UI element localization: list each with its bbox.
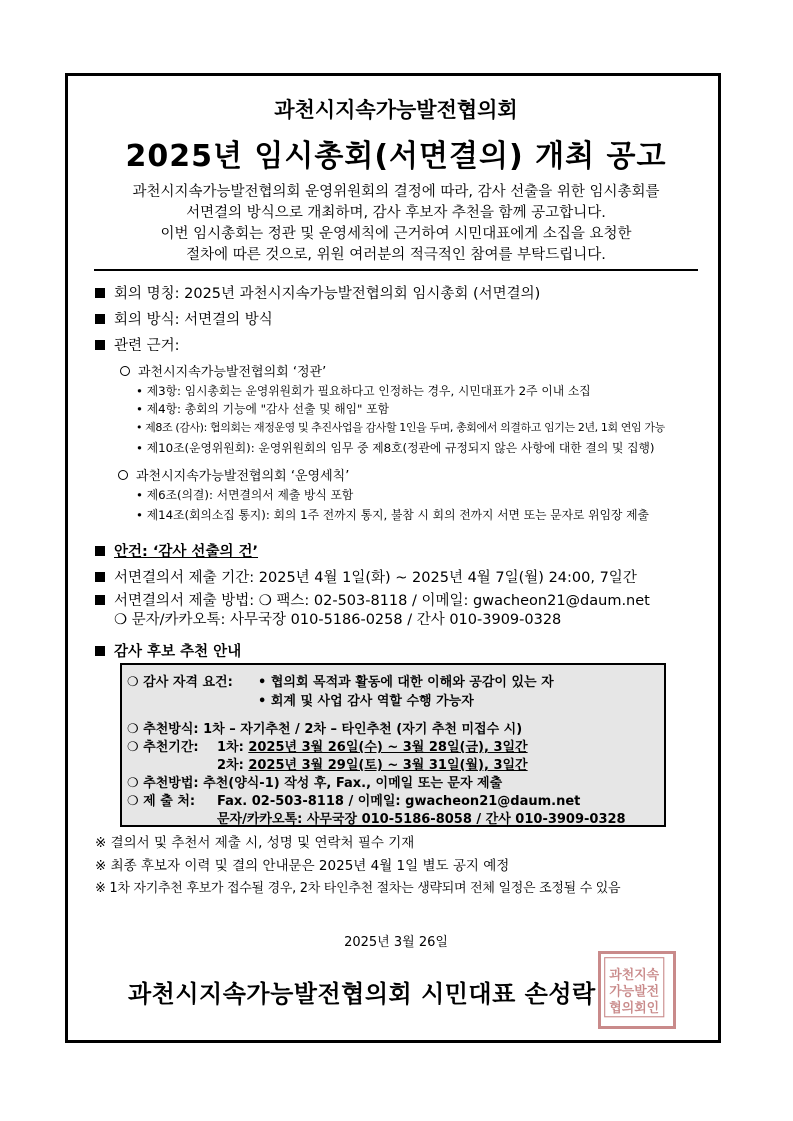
qualification-item: • 회계 및 사업 감사 역할 수행 가능자: [258, 694, 474, 709]
square-bullet-icon: [95, 595, 105, 605]
submission-period: 서면결의서 제출 기간: 2025년 4월 1일(화) ~ 2025년 4월 7일(월) 24:00, 7일간: [95, 566, 637, 587]
submit-label: ❍ 제 출 처:: [127, 794, 196, 809]
square-bullet-icon: [95, 646, 105, 656]
intro-line: 과천시지속가능발전협의회 운영위원회의 결정에 따라, 감사 선출을 위한 임시총회를: [132, 184, 660, 200]
submission-contact: ❍ 문자/카카오톡: 사무국장 010-5186-0258 / 간사 010-3909-0328: [114, 612, 562, 628]
org-name: 과천시지속가능발전협의회: [274, 98, 518, 122]
intro-text: [68, 182, 724, 266]
meeting-basis: 관련 근거:: [95, 334, 180, 355]
divider: [94, 269, 698, 271]
circle-bullet-icon: [118, 470, 128, 480]
signature: 과천시지속가능발전협의회 시민대표 손성락: [128, 980, 596, 1008]
svg-text:과천지속: 과천지속: [609, 967, 660, 983]
meeting-name: 회의 명칭: 2025년 과천시지속가능발전협의회 임시총회 (서면결의): [95, 282, 540, 303]
square-bullet-icon: [95, 572, 105, 582]
article-item: • 제3항: 임시총회는 운영위원회가 필요하다고 인정하는 경우, 시민대표가 2주 이내 소집: [136, 384, 591, 398]
svg-text:가능발전: 가능발전: [609, 984, 660, 1000]
rule-item: • 제14조(회의소집 통지): 회의 1주 전까지 통지, 불참 시 회의 전까지 서면 또는 문자로 위임장 제출: [136, 508, 649, 522]
square-bullet-icon: [95, 340, 105, 350]
official-seal: [598, 951, 676, 1029]
articles-title: 과천시지속가능발전협의회 ‘정관’: [120, 361, 326, 380]
intro-line: 절차에 따른 것으로, 위원 여러분의 적극적인 참여를 부탁드립니다.: [186, 247, 606, 263]
recommend-method: ❍ 추천방식: 1차 – 자기추천 / 2차 – 타인추천 (자기 추천 미접수 시): [127, 722, 523, 737]
qualification-label: ❍ 감사 자격 요건:: [127, 675, 233, 690]
recommend-box: [120, 663, 666, 827]
page-title: 2025년 임시총회(서면결의) 개최 공고: [125, 139, 667, 174]
square-bullet-icon: [95, 546, 105, 556]
article-item: • 제10조(운영위원회): 운영위원회의 임무 중 제8호(정관에 규정되지 않은 사항에 대한 결의 및 집행): [136, 441, 655, 455]
recommend-how: ❍ 추천방법: 추천(양식-1) 작성 후, Fax., 이메일 또는 문자 제출: [127, 776, 503, 791]
rules-title: 과천시지속가능발전협의회 ‘운영세칙’: [118, 465, 349, 484]
qualification-item: • 협의회 목적과 활동에 대한 이해와 공감이 있는 자: [258, 675, 554, 690]
recommend-period-1: 1차: 2025년 3월 26일(수) ~ 3월 28일(금), 3일간: [217, 740, 528, 755]
recommend-heading: 감사 후보 추천 안내: [95, 640, 241, 661]
square-bullet-icon: [95, 314, 105, 324]
circle-bullet-icon: [120, 366, 130, 376]
notice-frame: [65, 73, 721, 1043]
agenda-item: 안건: ‘감사 선출의 건’: [95, 540, 258, 561]
article-item: • 제8조 (감사): 협의회는 재정운영 및 추진사업을 감사할 1인을 두며, 총회에서 의결하고 임기는 2년, 1회 연임 가능: [136, 421, 665, 434]
square-bullet-icon: [95, 288, 105, 298]
meeting-method: 회의 방식: 서면결의 방식: [95, 308, 273, 329]
recommend-period-2: 2차: 2025년 3월 29일(토) ~ 3월 31일(월), 3일간: [217, 758, 528, 773]
intro-line: 서면결의 방식으로 개최하며, 감사 후보자 추천을 함께 공고합니다.: [186, 205, 606, 221]
rule-item: • 제6조(의결): 서면결의서 제출 방식 포함: [136, 488, 354, 502]
article-item: • 제4항: 총회의 기능에 "감사 선출 및 해임" 포함: [136, 402, 390, 416]
svg-text:협의회인: 협의회인: [609, 1001, 660, 1017]
note-item: ※ 1차 자기추천 후보가 접수될 경우, 2차 타인추천 절차는 생략되며 전체 일정은 조정될 수 있음: [95, 881, 621, 896]
submit-message: 문자/카카오톡: 사무국장 010-5186-8058 / 간사 010-3909-0328: [217, 812, 626, 827]
submission-method: 서면결의서 제출 방법: ❍ 팩스: 02-503-8118 / 이메일: gwacheon21@daum.net: [95, 589, 650, 610]
note-item: ※ 결의서 및 추천서 제출 시, 성명 및 연락처 필수 기재: [95, 835, 415, 851]
note-item: ※ 최종 후보자 이력 및 결의 안내문은 2025년 4월 1일 별도 공지 예정: [95, 858, 510, 874]
intro-line: 이번 임시총회는 정관 및 운영세칙에 근거하여 시민대표에게 소집을 요청한: [160, 226, 632, 242]
notice-date: 2025년 3월 26일: [344, 935, 448, 950]
recommend-period-label: ❍ 추천기간:: [127, 740, 199, 755]
submit-fax-email: Fax. 02-503-8118 / 이메일: gwacheon21@daum.net: [217, 794, 581, 809]
seal-graphic: [601, 954, 673, 1026]
